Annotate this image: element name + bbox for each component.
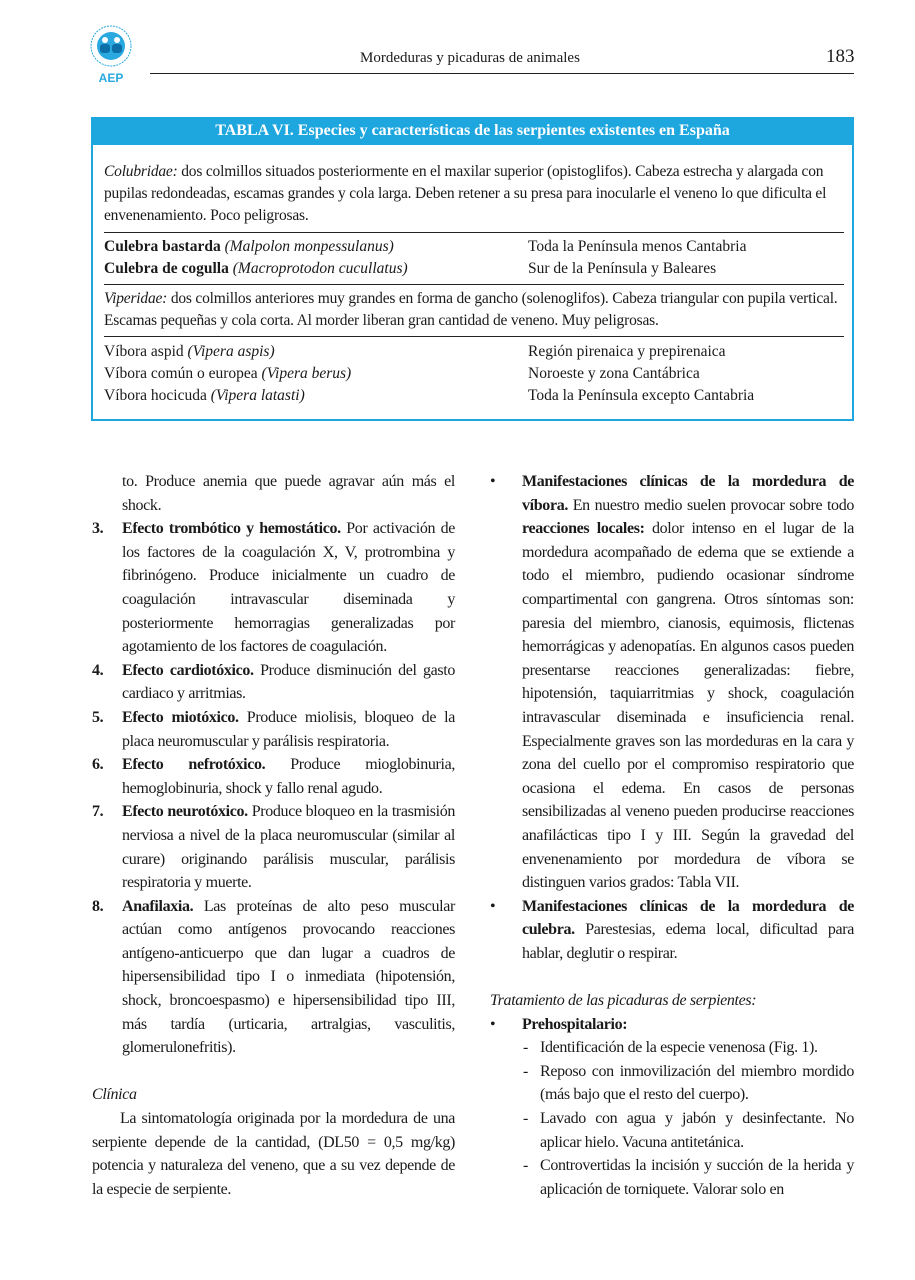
item-text: Por activación de los factores de la coagulación X, V, protrombina y fibrinógeno. Produce inicialmente un cuadro de coagulación intravascular diseminada y posteriormente hemorragias generalizadas por agotamiento de los factores de coagulación. (122, 520, 455, 656)
list-item (92, 517, 455, 659)
aep-logo (86, 24, 136, 88)
item-text: Produce bloqueo en la trasmisión nerviosa a nivel de la placa neuromuscular (similar al curare) originando parálisis muscular, parálisis respiratoria y muerte. (122, 803, 455, 892)
right-column (490, 470, 854, 1201)
paragraph: La sintomatología originada por la mordedura de una serpiente depende de la cantidad, (DL50 = 0,5 mg/kg) potencia y naturaleza del veneno, que a su vez depende de la especie de serpiente. (92, 1110, 455, 1198)
dash-item (490, 1060, 854, 1107)
species-latin: (Vipera berus) (261, 365, 352, 382)
list-item (92, 753, 455, 800)
item-text: Reposo con inmovilización del miembro mordido (más bajo que el resto del cuerpo). (540, 1062, 854, 1104)
list-item (92, 659, 455, 706)
family-label: Viperidae: (104, 290, 168, 307)
item-title: Efecto trombótico y hemostático. (122, 520, 341, 538)
item-number: 8. (92, 897, 104, 915)
species-name: Víbora común o europea (104, 365, 262, 382)
bullet-icon: • (490, 473, 496, 490)
species-name: Víbora aspid (104, 343, 188, 360)
heading-text: Tratamiento de las picaduras de serpientes: (490, 992, 757, 1010)
bullet-item (490, 1013, 854, 1037)
item-title: Prehospitalario: (522, 1015, 628, 1033)
dash-item (490, 1107, 854, 1154)
species-latin: (Macroprotodon cucullatus) (228, 260, 408, 277)
table-row (104, 258, 844, 280)
bullet-icon: • (490, 1015, 496, 1033)
dash-item (490, 1154, 854, 1201)
species-name: Víbora hocicuda (104, 387, 211, 404)
family-text: dos colmillos anteriores muy grandes en forma de gancho (solenoglifos). Cabeza triangular con pupila vertical. Escamas pequeñas y cola corta. Al morder liberan gran cantidad de veneno. Muy peligrosas. (104, 290, 838, 329)
svg-text:AEP: AEP (98, 71, 124, 85)
species-table (91, 145, 854, 421)
item-number: 3. (92, 520, 104, 538)
item-title: Efecto miotóxico. (122, 708, 239, 726)
table-row (104, 341, 844, 363)
table-row (104, 385, 844, 407)
dash-icon: - (523, 1039, 528, 1057)
species-region: Noroeste y zona Cantábrica (528, 365, 700, 382)
item-title: Manifestaciones clínicas de la mordedura de víbora. (522, 473, 854, 514)
item-text: Identificación de la especie venenosa (Fig. 1). (540, 1039, 818, 1057)
item-text: Lavado con agua y jabón y desinfectante. No aplicar hielo. Vacuna antitetánica. (540, 1110, 854, 1151)
species-name: Culebra bastarda (104, 238, 221, 255)
table-title: TABLA VI. Especies y características de las serpientes existentes en España (91, 117, 854, 145)
species-region: Toda la Península excepto Cantabria (528, 387, 755, 404)
item-number: 5. (92, 708, 104, 726)
item-number: 4. (92, 661, 104, 679)
list-item (92, 895, 455, 1060)
bullet-item (490, 895, 854, 966)
species-region: Toda la Península menos Cantabria (528, 238, 747, 255)
item-title: Efecto cardiotóxico. (122, 661, 254, 679)
item-text: Controvertidas la incisión y succión de la herida y aplicación de torniquete. Valorar solo en (540, 1157, 854, 1198)
section-heading-treatment (490, 989, 854, 1013)
item-text: En nuestro medio suelen provocar sobre todo (568, 496, 854, 514)
bullet-icon: • (490, 897, 496, 915)
item-number: 6. (92, 756, 104, 774)
family-text: dos colmillos situados posteriormente en el maxilar superior (opistoglifos). Cabeza estrecha y alargada con pupilas redondeadas, escamas grandes y cola larga. Deben retener a su presa para inocularle el veneno lo que dificulta el envenenamiento. Poco peligrosas. (104, 163, 827, 224)
dash-icon: - (523, 1062, 528, 1080)
paragraph: to. Produce anemia que puede agravar aún más el shock. (122, 473, 455, 514)
table-row (104, 363, 844, 385)
bullet-item (490, 470, 854, 895)
family-label: Colubridae: (104, 163, 178, 180)
item-text: Produce mioglobinuria, hemoglobinuria, shock y fallo renal agudo. (122, 756, 455, 797)
species-latin: (Vipera aspis) (187, 343, 275, 360)
item-bold: reacciones locales: (522, 520, 645, 538)
viperidae-description (104, 288, 844, 332)
list-item (92, 800, 455, 894)
dash-icon: - (523, 1110, 528, 1128)
item-text: Parestesias, edema local, dificultad para hablar, deglutir o respirar. (522, 921, 854, 962)
heading-text: Clínica (92, 1086, 137, 1104)
item-number: 7. (92, 803, 104, 821)
species-name: Culebra de cogulla (104, 260, 229, 277)
table-divider (104, 232, 844, 233)
table-divider (104, 336, 844, 337)
dash-item (490, 1036, 854, 1060)
species-latin: (Vipera latasti) (210, 387, 305, 404)
item-text: dolor intenso en el lugar de la mordedura acompañado de edema que se extiende a todo el miembro, pudiendo ocasionar síndrome compartimental con gangrena. Otros síntomas son: paresia del miembro, cianosis, equimosis, flictenas hemorrágicas y adenopatías. En algunos casos pueden presentarse reacciones generalizadas: fiebre, hipotensión, taquiarritmias y shock, coagulación intravascular diseminada e insuficiencia renal. Especialmente graves son las mordeduras en la cara y zona del cuello por el compromiso respiratorio que ocasiona el edema. En casos de personas sensibilizadas al veneno pueden producirse reacciones anafilácticas tipo I y III. Según la gravedad del envenenamiento por mordedura de víbora se distinguen varios grados: Tabla VII. (522, 520, 854, 892)
colubridae-description (104, 161, 844, 227)
item-title: Efecto nefrotóxico. (122, 756, 266, 774)
left-column (92, 470, 455, 1201)
section-heading-clinica (92, 1083, 455, 1107)
species-region: Sur de la Península y Baleares (528, 260, 717, 277)
table-row (104, 236, 844, 258)
header-rule (150, 73, 854, 74)
dash-icon: - (523, 1157, 528, 1175)
species-latin: (Malpolon monpessulanus) (220, 238, 394, 255)
item-text: Las proteínas de alto peso muscular actúan como antígenos provocando reacciones antígeno-anticuerpo que dan lugar a cuadros de hipersensibilidad tipo I o inmediata (hipotensión, shock, broncoespasmo) e hipersensibilidad tipo III, más tardía (urticaria, artralgias, vasculitis, glomerulonefritis). (122, 897, 455, 1057)
running-header: Mordeduras y picaduras de animales (360, 50, 580, 66)
species-region: Región pirenaica y prepirenaica (528, 343, 726, 360)
item-title: Efecto neurotóxico. (122, 803, 248, 821)
item-text: Produce miolisis, bloqueo de la placa neuromuscular y parálisis respiratoria. (122, 708, 456, 750)
list-item (92, 706, 455, 753)
item-text: Produce disminución del gasto cardiaco y arritmias. (122, 661, 455, 703)
item-title: Manifestaciones clínicas de la mordedura de culebra. (522, 897, 854, 939)
page-number: 183 (826, 46, 855, 67)
item-title: Anafilaxia. (122, 897, 194, 915)
table-divider (104, 284, 844, 285)
